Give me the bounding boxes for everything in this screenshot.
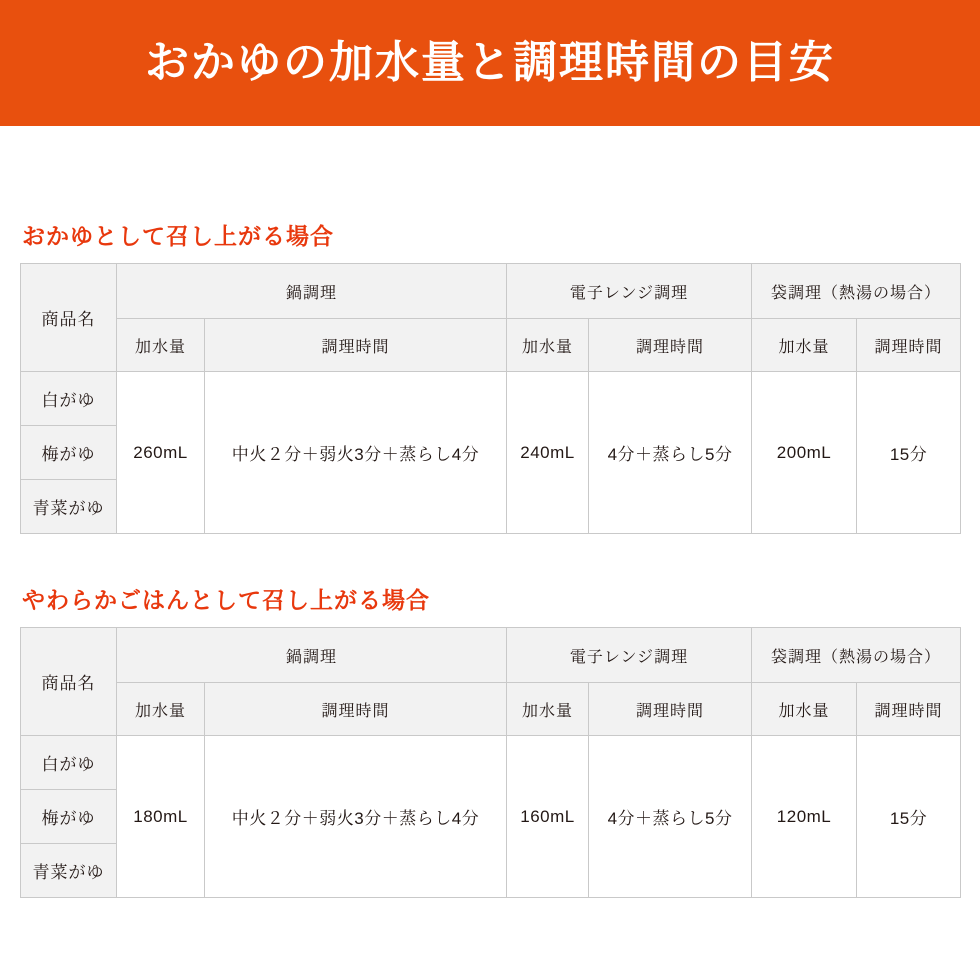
header-product-name: 商品名 <box>21 628 117 736</box>
row-label-umegayu: 梅がゆ <box>21 426 117 480</box>
header-microwave-water: 加水量 <box>507 683 589 736</box>
cell-bag-time: 15分 <box>857 736 961 898</box>
cell-microwave-time: 4分＋蒸らし5分 <box>589 736 752 898</box>
page-banner <box>0 0 980 126</box>
table-header-row-group <box>21 628 961 683</box>
header-bag-water: 加水量 <box>752 319 857 372</box>
header-pot-time: 調理時間 <box>205 319 507 372</box>
content-area <box>0 218 980 898</box>
section-okayu <box>20 218 960 534</box>
section-heading-yawaraka: やわらかごはんとして召し上がる場合 <box>22 587 430 613</box>
header-microwave-cooking: 電子レンジ調理 <box>507 264 752 319</box>
cell-bag-water: 200mL <box>752 372 857 534</box>
header-bag-water: 加水量 <box>752 683 857 736</box>
header-bag-time: 調理時間 <box>857 683 961 736</box>
header-microwave-time: 調理時間 <box>589 319 752 372</box>
row-label-shirogayu: 白がゆ <box>21 736 117 790</box>
page-title: おかゆの加水量と調理時間の目安 <box>145 37 835 87</box>
header-pot-water: 加水量 <box>117 683 205 736</box>
cell-pot-time: 中火２分＋弱火3分＋蒸らし4分 <box>205 372 507 534</box>
header-pot-time: 調理時間 <box>205 683 507 736</box>
header-microwave-water: 加水量 <box>507 319 589 372</box>
section-heading-okayu: おかゆとして召し上がる場合 <box>22 223 334 249</box>
cell-pot-water: 180mL <box>117 736 205 898</box>
cell-microwave-water: 160mL <box>507 736 589 898</box>
header-microwave-time: 調理時間 <box>589 683 752 736</box>
header-pot-cooking: 鍋調理 <box>117 264 507 319</box>
header-pot-cooking: 鍋調理 <box>117 628 507 683</box>
header-product-name: 商品名 <box>21 264 117 372</box>
table-header-row-sub <box>21 683 961 736</box>
section-yawaraka-gohan <box>20 582 960 898</box>
header-bag-cooking: 袋調理（熱湯の場合） <box>752 264 961 319</box>
cell-microwave-time: 4分＋蒸らし5分 <box>589 372 752 534</box>
cooking-table-okayu <box>20 263 961 534</box>
cell-pot-water: 260mL <box>117 372 205 534</box>
row-label-aonagayu: 青菜がゆ <box>21 480 117 534</box>
cell-bag-water: 120mL <box>752 736 857 898</box>
header-bag-time: 調理時間 <box>857 319 961 372</box>
header-bag-cooking: 袋調理（熱湯の場合） <box>752 628 961 683</box>
cell-bag-time: 15分 <box>857 372 961 534</box>
row-label-aonagayu: 青菜がゆ <box>21 844 117 898</box>
row-label-shirogayu: 白がゆ <box>21 372 117 426</box>
row-label-umegayu: 梅がゆ <box>21 790 117 844</box>
table-header-row-sub <box>21 319 961 372</box>
table-header-row-group <box>21 264 961 319</box>
cooking-table-yawaraka <box>20 627 961 898</box>
cell-pot-time: 中火２分＋弱火3分＋蒸らし4分 <box>205 736 507 898</box>
cell-microwave-water: 240mL <box>507 372 589 534</box>
header-microwave-cooking: 電子レンジ調理 <box>507 628 752 683</box>
table-row <box>21 736 961 790</box>
table-row <box>21 372 961 426</box>
header-pot-water: 加水量 <box>117 319 205 372</box>
